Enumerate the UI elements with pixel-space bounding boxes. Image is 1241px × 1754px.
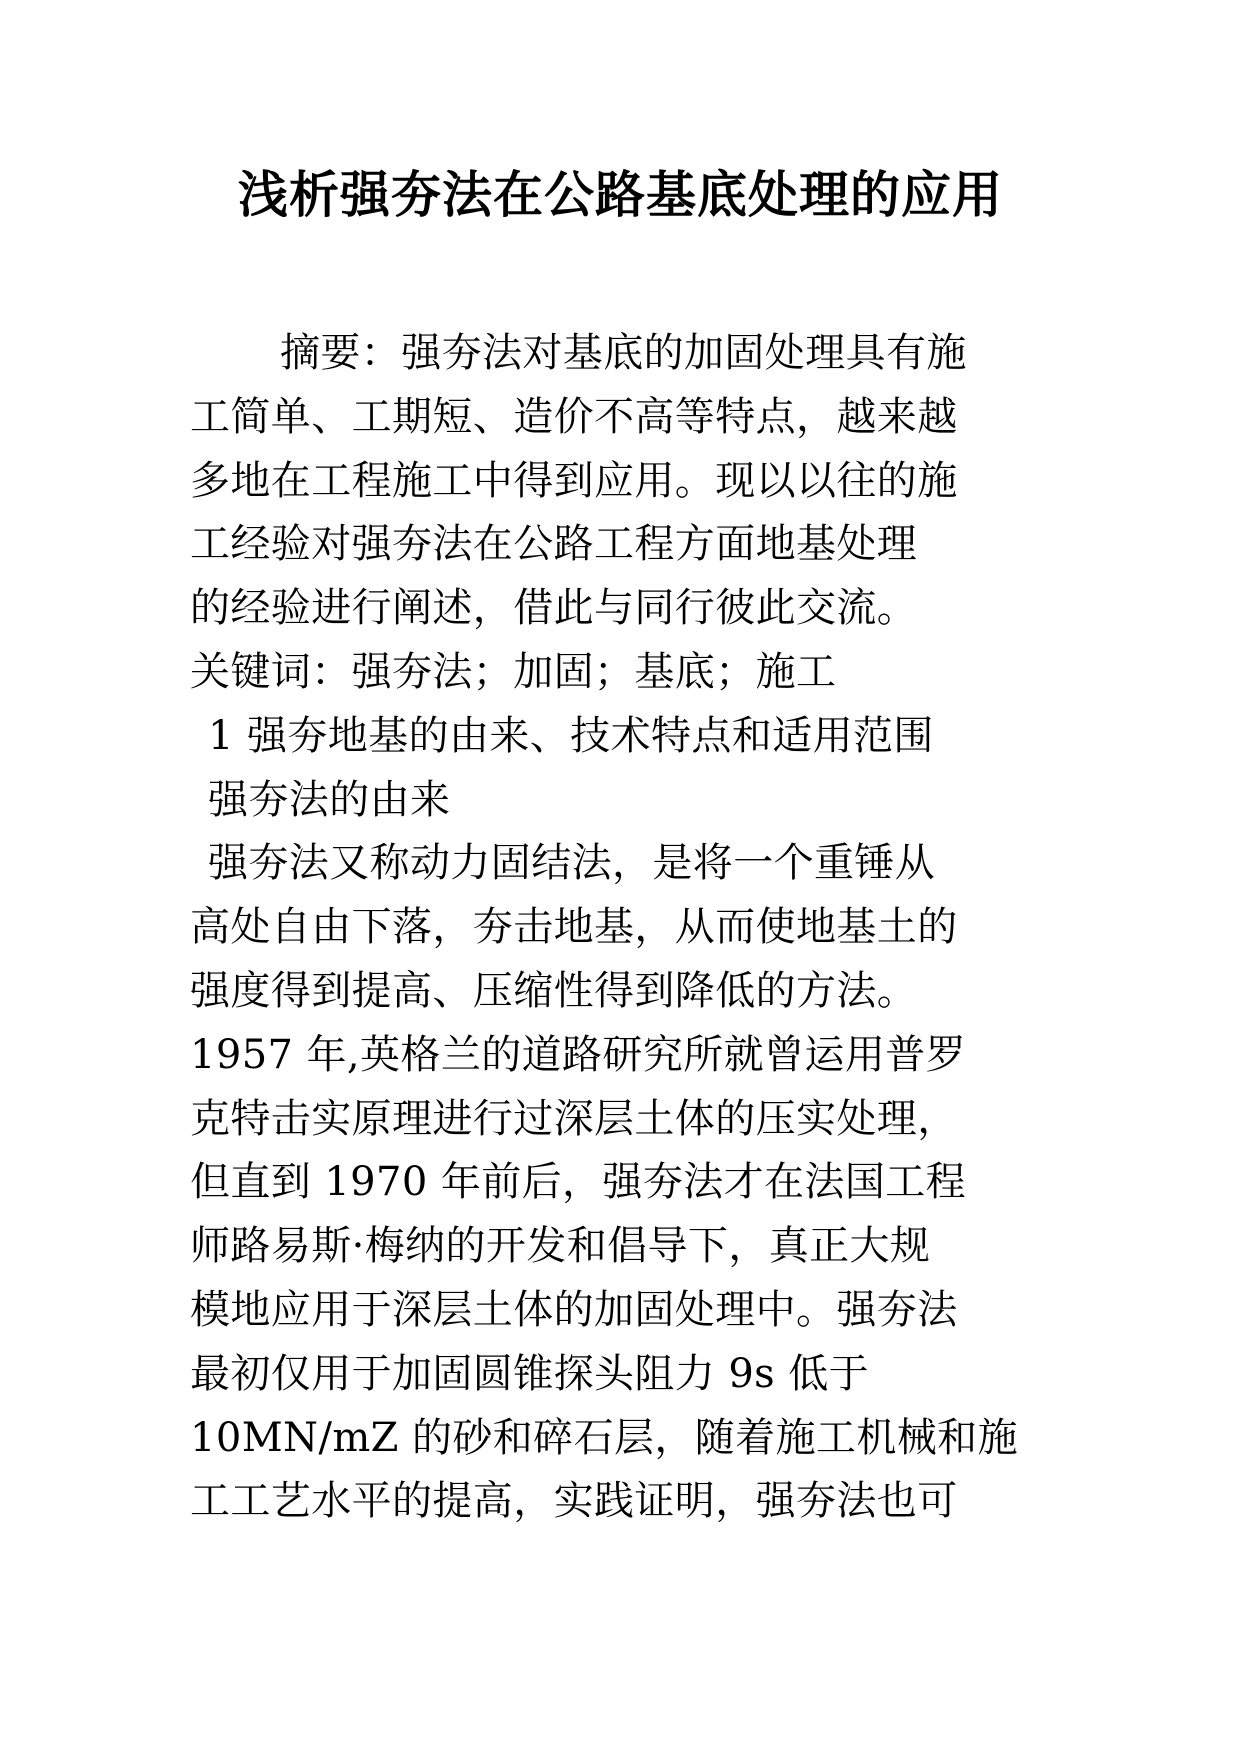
abstract-line: 工简单、工期短、造价不高等特点，越来越 <box>190 393 958 440</box>
paragraph-line: 最初仅用于加固圆锥探头阻力 9s 低于 <box>190 1350 870 1397</box>
section-heading: 1 强夯地基的由来、技术特点和适用范围 <box>208 712 934 759</box>
document-title: 浅析强夯法在公路基底处理的应用 <box>238 166 1003 224</box>
paragraph-line: 师路易斯·梅纳的开发和倡导下，真正大规 <box>190 1223 931 1270</box>
paragraph-line: 高处自由下落，夯击地基，从而使地基土的 <box>190 904 958 951</box>
paragraph-line: 模地应用于深层土体的加固处理中。强夯法 <box>190 1286 958 1333</box>
paragraph-line: 10MN/mZ 的砂和碎石层，随着施工机械和施 <box>190 1414 1018 1461</box>
keywords-line: 关键词：强夯法；加固；基底；施工 <box>190 648 837 695</box>
abstract-line: 的经验进行阐述，借此与同行彼此交流。 <box>190 585 918 632</box>
paragraph-line: 工工艺水平的提高，实践证明，强夯法也可 <box>190 1478 958 1525</box>
paragraph-line: 但直到 1970 年前后，强夯法才在法国工程 <box>190 1159 967 1206</box>
paragraph-line: 强度得到提高、压缩性得到降低的方法。 <box>190 967 918 1014</box>
subsection-heading: 强夯法的由来 <box>208 776 451 823</box>
paragraph-line: 强夯法又称动力固结法，是将一个重锤从 <box>208 840 936 887</box>
abstract-line: 多地在工程施工中得到应用。现以以往的施 <box>190 457 958 504</box>
paragraph-line: 克特击实原理进行过深层土体的压实处理， <box>190 1095 958 1142</box>
paragraph-line: 1957 年,英格兰的道路研究所就曾运用普罗 <box>190 1031 967 1078</box>
abstract-line: 工经验对强夯法在公路工程方面地基处理 <box>190 521 918 568</box>
abstract-line: 摘要：强夯法对基底的加固处理具有施 <box>280 330 967 376</box>
document-body <box>190 322 1090 1534</box>
